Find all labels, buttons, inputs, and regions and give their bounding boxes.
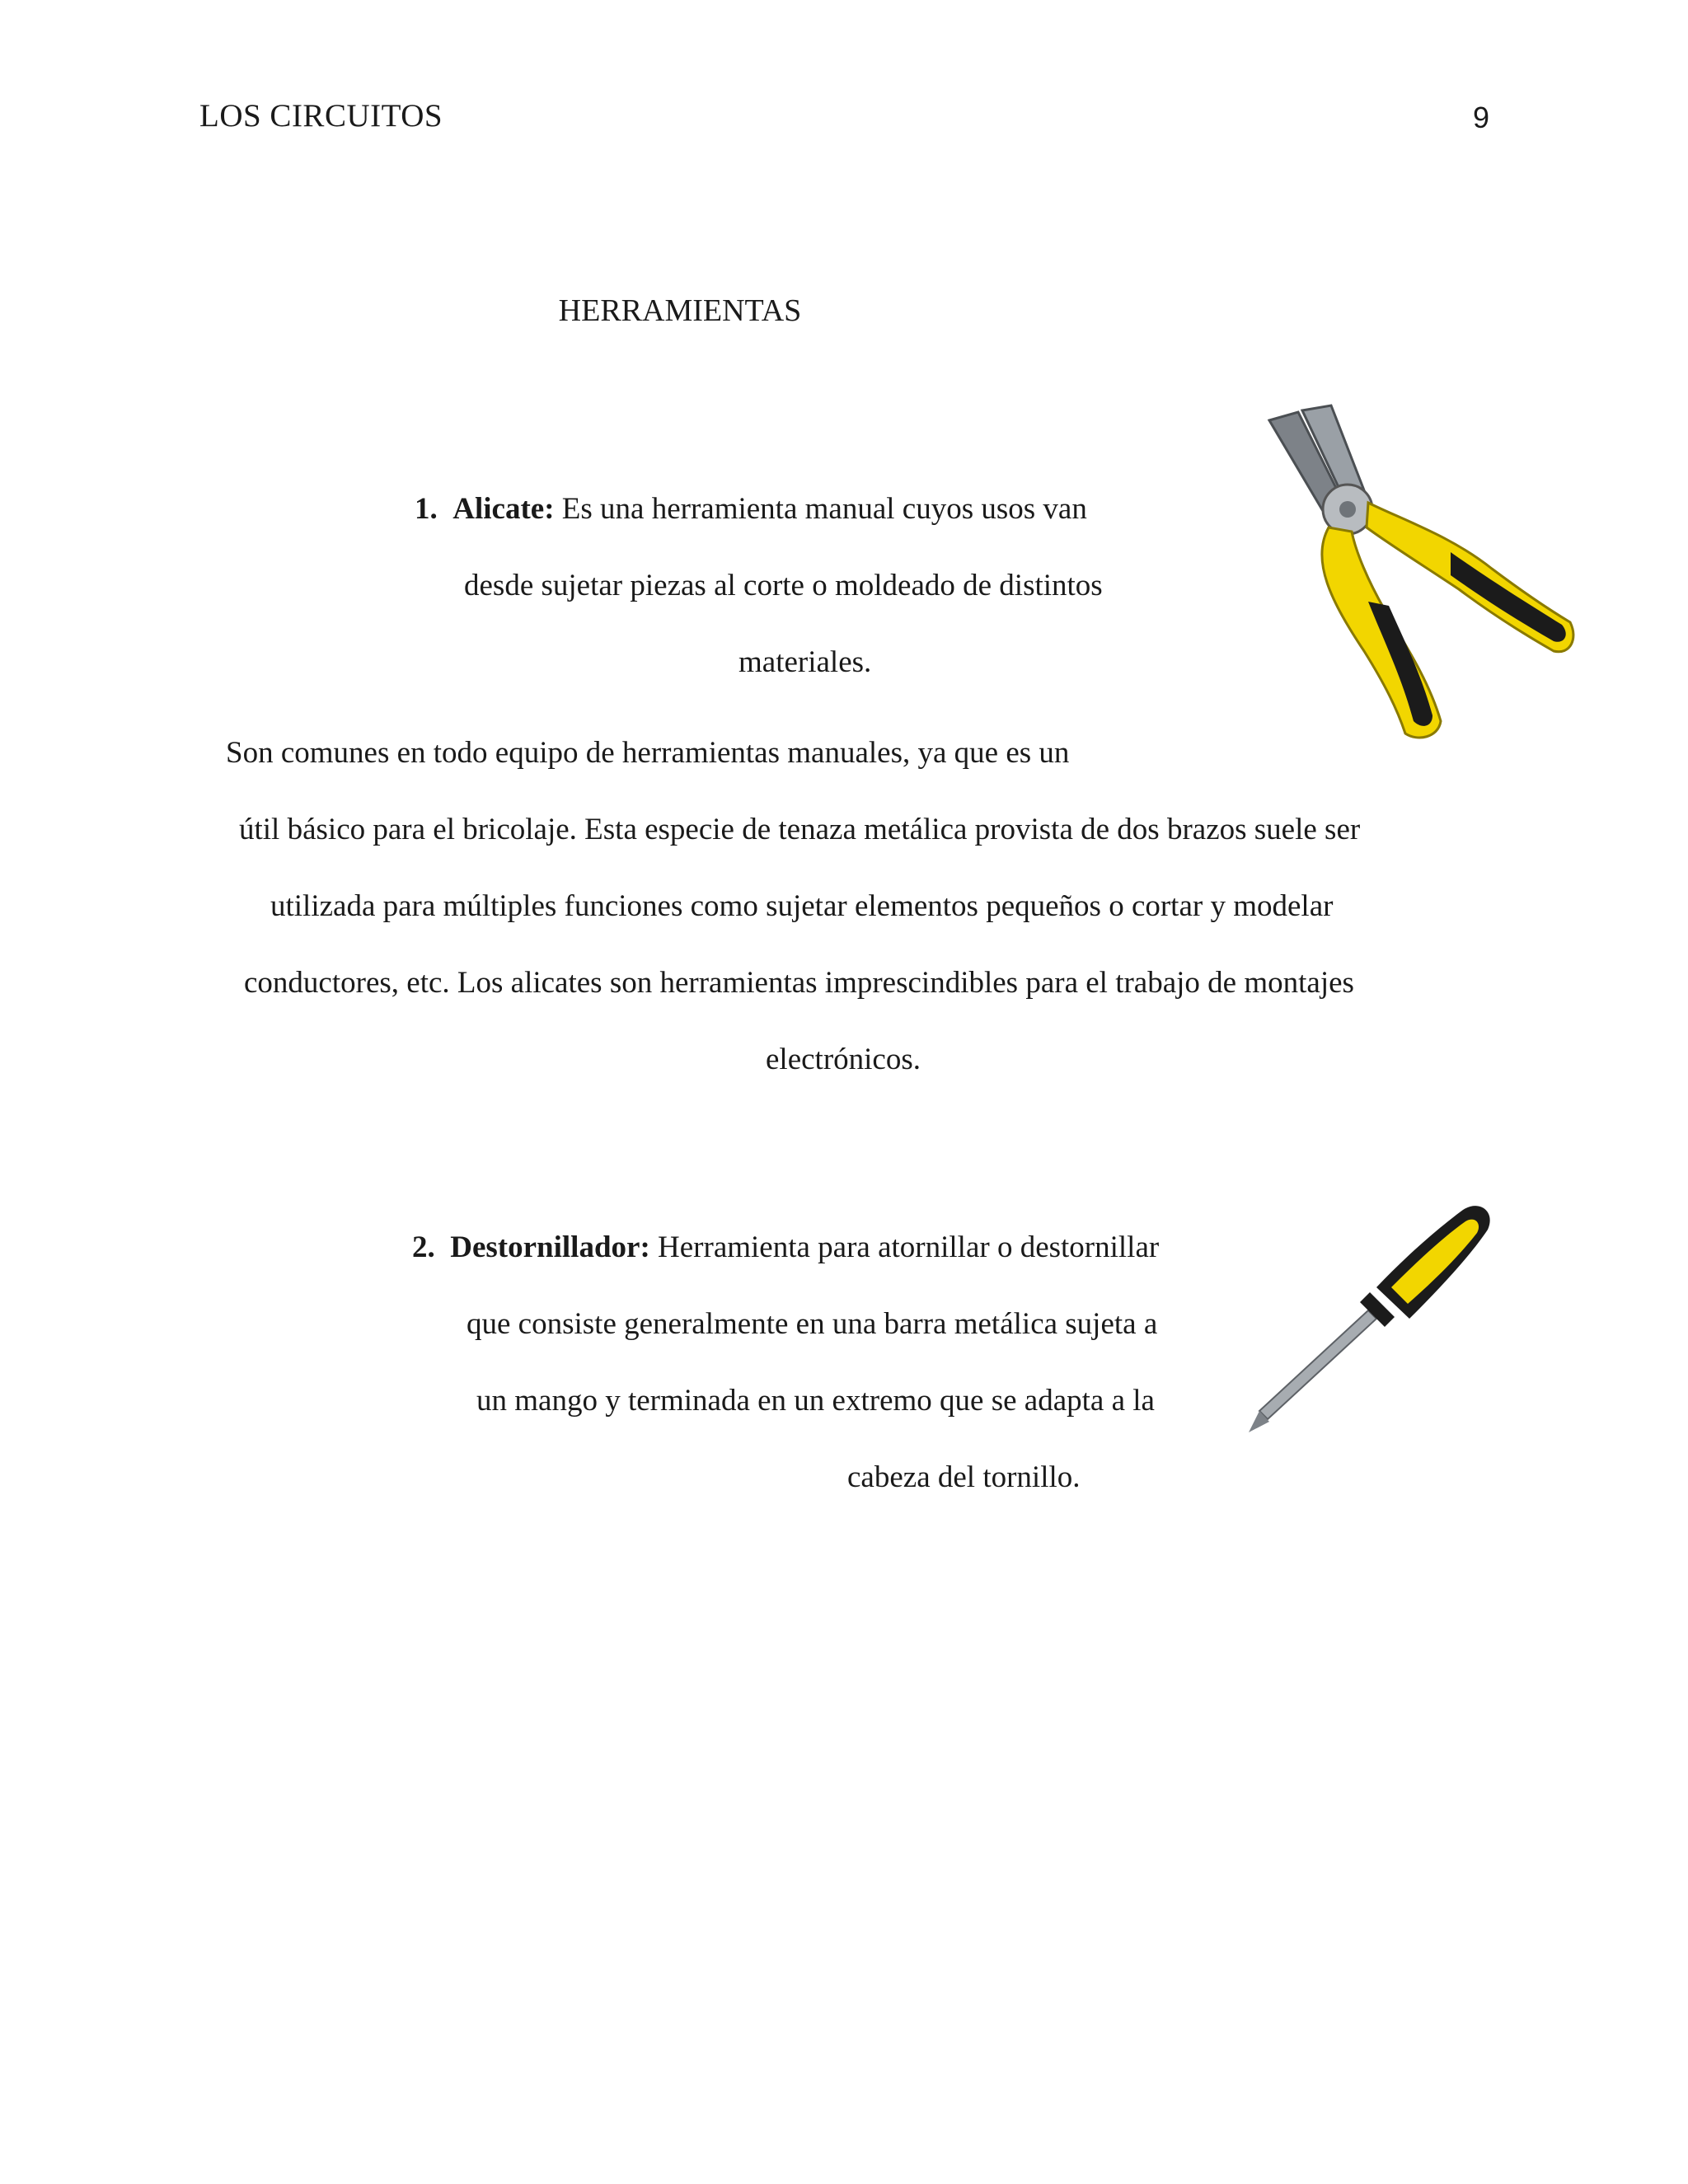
alicate-line-8: electrónicos. bbox=[766, 1043, 921, 1076]
alicate-line-3: materiales. bbox=[738, 645, 872, 679]
destornillador-line-3: un mango y terminada en un extremo que se adapta a la bbox=[476, 1384, 1155, 1418]
alicate-line-7: conductores, etc. Los alicates son herramientas imprescindibles para el trabajo de montajes bbox=[244, 966, 1354, 1000]
pliers-icon bbox=[1253, 404, 1582, 750]
alicate-line-1: Es una herramienta manual cuyos usos van bbox=[554, 492, 1087, 526]
alicate-line-5: útil básico para el bricolaje. Esta especie de tenaza metálica provista de dos brazos suele ser bbox=[239, 813, 1361, 846]
list-item-destornillador bbox=[412, 1230, 1159, 1265]
destornillador-line-2: que consiste generalmente en una barra metálica sujeta a bbox=[467, 1307, 1158, 1341]
destornillador-line-4: cabeza del tornillo. bbox=[847, 1460, 1081, 1494]
section-title: HERRAMIENTAS bbox=[558, 293, 802, 328]
list-number: 1. bbox=[415, 492, 438, 526]
term-destornillador: Destornillador: bbox=[450, 1230, 650, 1264]
alicate-line-6: utilizada para múltiples funciones como sujetar elementos pequeños o cortar y modelar bbox=[270, 889, 1334, 923]
alicate-line-4: Son comunes en todo equipo de herramientas manuales, ya que es un bbox=[226, 736, 1070, 770]
term-alicate: Alicate: bbox=[452, 492, 555, 526]
list-number: 2. bbox=[412, 1230, 435, 1264]
running-header: LOS CIRCUITOS bbox=[199, 98, 443, 134]
screwdriver-icon bbox=[1245, 1195, 1500, 1442]
list-item-alicate bbox=[415, 491, 1087, 527]
page-number: 9 bbox=[1473, 101, 1490, 134]
destornillador-line-1: Herramienta para atornillar o destornillar bbox=[649, 1230, 1160, 1264]
alicate-line-2: desde sujetar piezas al corte o moldeado de distintos bbox=[464, 569, 1103, 602]
